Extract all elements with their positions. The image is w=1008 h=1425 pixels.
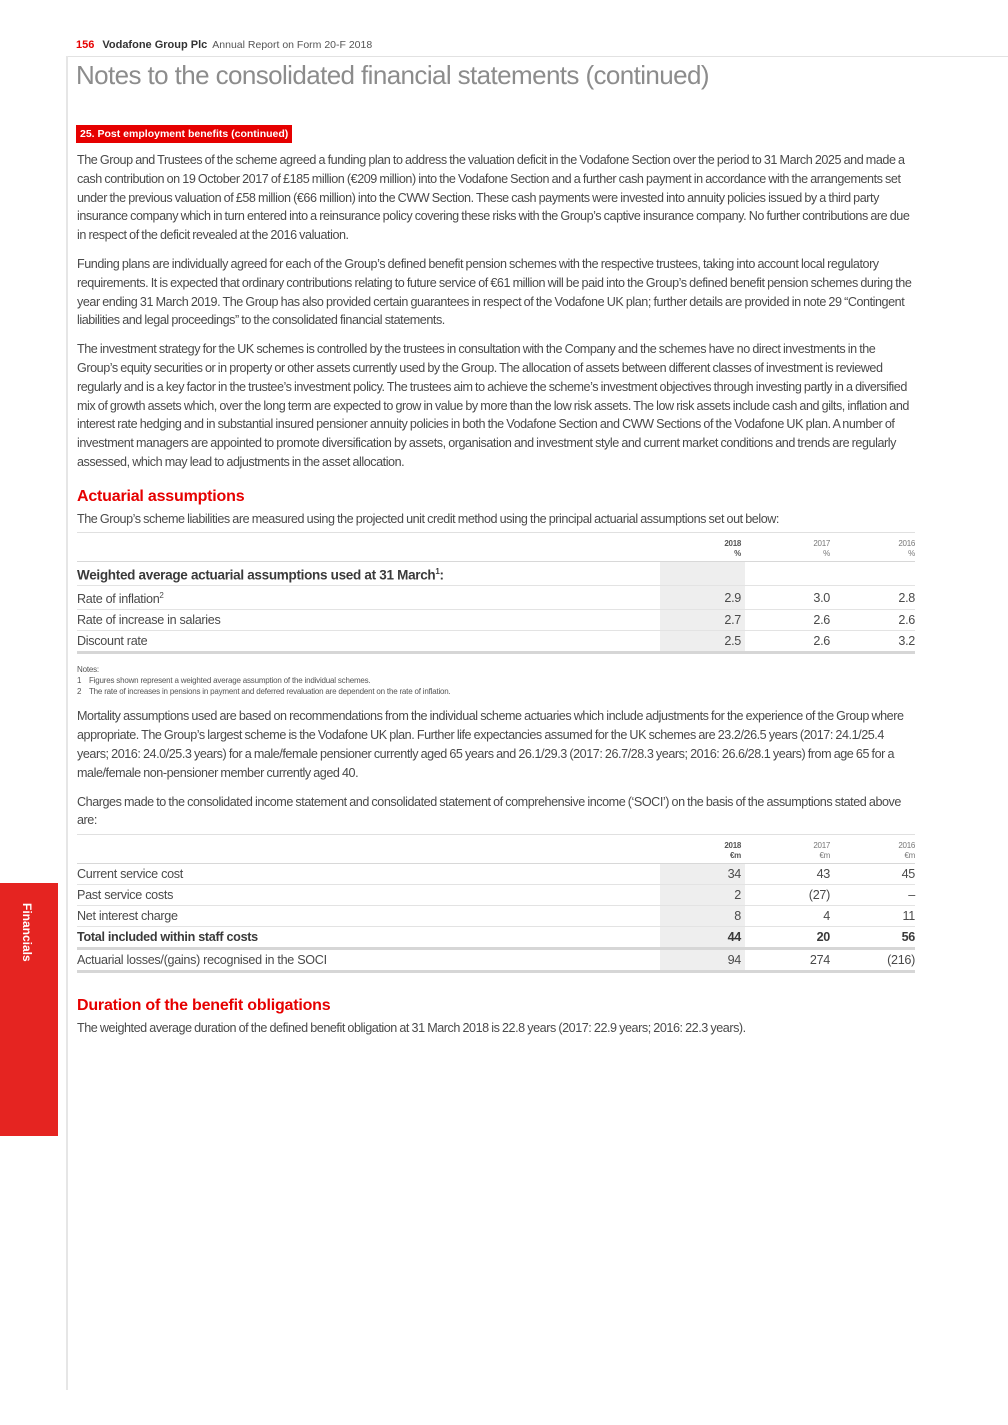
table-row: Discount rate 2.5 2.6 3.2 xyxy=(77,631,915,653)
side-tab-label: Financials xyxy=(20,903,34,962)
paragraph-investment-strategy: The investment strategy for the UK schemes is controlled by the trustees in consultation with the Company and the schemes have no direct investments in the Group’s equity securities or in property or other assets currently used by the Group. The allocation of assets between different classes of investment is reviewed regularly and is a key factor in the trustee’s investment policy. The trustees aim to achieve the scheme’s investment objectives through investing partly in a diversified mix of growth assets which, over the long term are expected to grow in value by more than the low risk assets. The low risk assets include cash and gilts, inflation and interest rate hedging and in substantial insured pensioner annuity policies in both the Vodafone Section and CWW Sections of the Vodafone UK plan. A number of investment managers are appointed to promote diversification by assets, organisation and investment style and current market conditions and trends are regularly assessed, which may lead to adjustments in the asset allocation. xyxy=(77,342,909,469)
paragraph-mortality: Mortality assumptions used are based on recommendations from the individual scheme actuaries which include adjustments for the experience of the Group where appropriate. The Group’s largest scheme is the Vodafone UK plan. Further life expectancies assumed for the UK schemes are 23.2/26.5 years (2017: 24.1/25.4 years; 2016: 24.0/25.3 years) for a male/female pensioner currently aged 65 years and 26.1/29.3 (2017: 26.7/28.3 years; 2016: 26.6/28.1 years) from age 65 for a male/female non-pensioner member currently aged 40. xyxy=(77,709,904,780)
note-item: 2 The rate of increases in pensions in payment and deferred revaluation are dependent on the rate of inflation. xyxy=(77,687,451,697)
actuarial-assumptions-table xyxy=(77,532,915,655)
paragraph-duration: The weighted average duration of the defined benefit obligation at 31 March 2018 is 22.8 years (2017: 22.9 years; 2016: 22.3 years). xyxy=(77,1021,746,1036)
main-content xyxy=(77,151,915,1048)
table-row: Actuarial losses/(gains) recognised in the SOCI 94 274 (216) xyxy=(77,949,915,972)
table-header-row xyxy=(77,532,915,561)
paragraph-charges: Charges made to the consolidated income statement and consolidated statement of comprehensive income (‘SOCI’) on the basis of the assumptions stated above are: xyxy=(77,794,901,828)
page-number: 156 xyxy=(76,39,95,51)
table-row: Rate of increase in salaries 2.7 2.6 2.6 xyxy=(77,610,915,631)
actuarial-intro: The Group’s scheme liabilities are measured using the projected unit credit method using the principal actuarial assumptions set out below: xyxy=(77,511,779,526)
header-divider xyxy=(68,56,1008,57)
column-header-2018: 2018 % xyxy=(660,532,745,561)
company-name: Vodafone Group Plc xyxy=(102,39,208,51)
paragraph-funding-plans: Funding plans are individually agreed for each of the Group’s defined benefit pension schemes with the respective trustees, taking into account local regulatory requirements. It is expected that ordinary contributions relating to future service of €61 million will be paid into the Group’s defined benefit pension schemes during the year ending 31 March 2019. The Group has also provided certain guarantees in respect of the Vodafone UK plan; further details are provided in note 29 “Contingent liabilities and legal proceedings” to the consolidated financial statements. xyxy=(77,256,912,328)
page-title: Notes to the consolidated financial statements (continued) xyxy=(76,60,709,90)
table-row: Rate of inflation$^2$ 2.9 3.0 2.8 xyxy=(77,586,915,610)
table-row: Current service cost 34 43 45 xyxy=(77,864,915,885)
charges-table xyxy=(77,834,915,973)
table-row: Net interest charge 8 4 11 xyxy=(77,906,915,927)
table-total-row: Total included within staff costs 44 20 56 xyxy=(77,927,915,949)
column-header-2017: 2017 % xyxy=(745,532,830,561)
section-tag: 25. Post employment benefits (continued) xyxy=(76,125,292,143)
table-subheading-row: Weighted average actuarial assumptions used at 31 March$^1$: xyxy=(77,561,915,586)
table-header-row xyxy=(77,835,915,864)
note-item: 1 Figures shown represent a weighted average assumption of the individual schemes. xyxy=(77,676,371,686)
column-header-2017: 2017 €m xyxy=(745,835,830,864)
page-left-rule xyxy=(66,56,68,1390)
table-notes: Notes: 1 Figures shown represent a weighted average assumption of the individual schemes. 2 The rate of increases in pensions in payment and deferred revaluation are dependent on the rate of inflation. xyxy=(77,664,915,697)
column-header-2016: 2016 €m xyxy=(830,835,915,864)
side-tab-financials[interactable] xyxy=(0,883,58,1136)
paragraph-funding-plan: The Group and Trustees of the scheme agreed a funding plan to address the valuation deficit in the Vodafone Section over the period to 31 March 2025 and made a cash contribution on 19 October 2017 of £185 million (€209 million) into the Vodafone Section and a further cash payment in accordance with the arrangements set under the previous valuation of £58 million (€66 million) into the CWW Section. These cash payments were invested into annuity policies issued by a third party insurance company which in turn entered into a reinsurance policy covering these risks with the Group’s captive insurance company. No further contributions are due in respect of the deficit revealed at the 2016 valuation. xyxy=(77,153,910,243)
table-row: Past service costs 2 (27) – xyxy=(77,885,915,906)
column-header-2016: 2016 % xyxy=(830,532,915,561)
heading-actuarial-assumptions: Actuarial assumptions xyxy=(77,487,245,505)
heading-duration: Duration of the benefit obligations xyxy=(77,997,331,1015)
running-header xyxy=(76,39,372,51)
report-name: Annual Report on Form 20-F 2018 xyxy=(212,39,373,51)
column-header-2018: 2018 €m xyxy=(660,835,745,864)
table-subheading: Weighted average actuarial assumptions used at 31 March xyxy=(77,567,436,583)
